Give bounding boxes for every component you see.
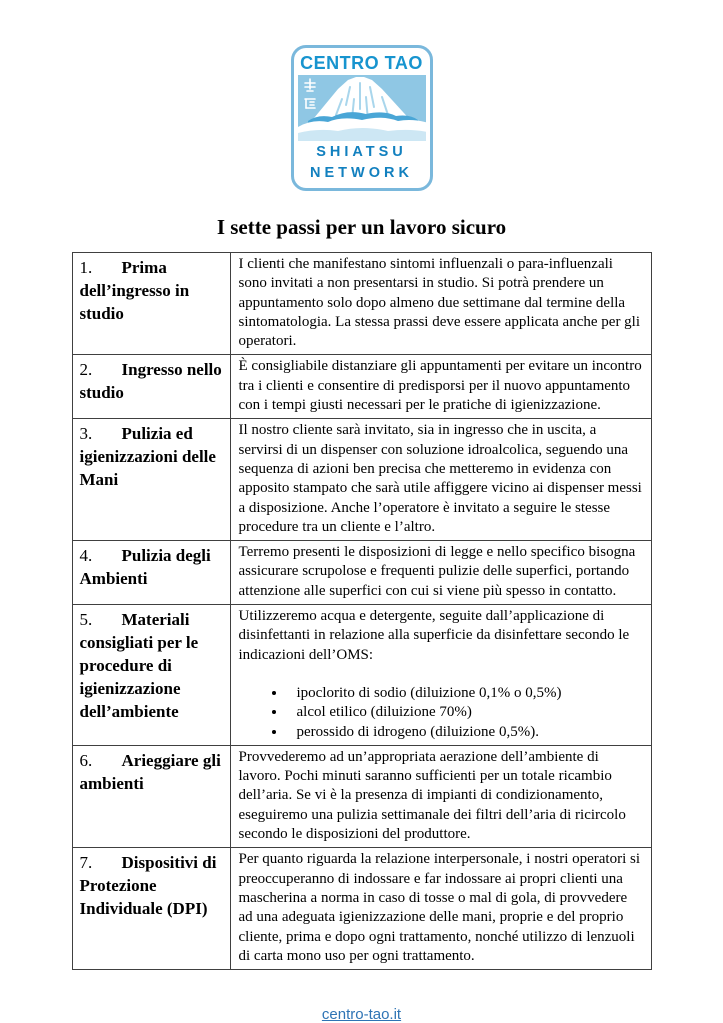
- step-label-cell: [72, 848, 230, 970]
- step-description: I clienti che manifestano sintomi influenzali o para-influenzali sono invitati a non presentarsi in studio. Si potrà prendere un appuntamento solo dopo almeno due settimane dal termine della sintomatologia. La stessa prassi deve essere applicata anche per gli operatori.: [238, 256, 641, 350]
- step-description-cell: [230, 419, 651, 541]
- step-description-cell: [230, 541, 651, 605]
- step-description-cell: [230, 745, 651, 847]
- step-description-cell: [230, 355, 651, 419]
- logo-title: CENTRO TAO: [300, 53, 423, 73]
- footer-link[interactable]: centro-tao.it: [321, 1006, 402, 1023]
- fuji-mountain-icon: [298, 75, 426, 141]
- step-description: È consigliabile distanziare gli appuntamenti per evitare un incontro tra i clienti e consentire di predisporsi per il nuovo appuntamento con i tempi giusti necessari per le pratiche di igienizzazione.: [238, 358, 642, 414]
- seven-steps-table: [72, 252, 652, 970]
- step-description: Il nostro cliente sarà invitato, sia in ingresso che in uscita, a servirsi di un dispenser con soluzione idroalcolica, seguendo una sequenza di azioni ben precisa che metteremo in evidenza con apposito stampato che sarà utile affiggere vicino ai dispenser messi a disposizione. Anche l’operatore è invitato a seguire le stesse procedure tra un cliente e l’altro.: [238, 422, 642, 535]
- step-number: 2.: [79, 360, 93, 380]
- fuji-mountain-graphic: [298, 75, 426, 141]
- step-description: Per quanto riguarda la relazione interpersonale, i nostri operatori si preoccuperanno di indossare e far indossare ai propri clienti una mascherina a norma in caso di tosse o mal di gola, di provvedere ad una adeguata igienizzazione delle mani, proprie e del proprio cliente, prima e dopo ogni trattamento, nonché utilizzo di lenzuoli di carta mono uso per ogni trattamento.: [238, 851, 641, 964]
- disinfectant-list: [287, 684, 643, 742]
- step-title: Prima dell’ingresso in studio: [79, 258, 190, 323]
- step-number: 5.: [79, 610, 93, 630]
- table-row: [72, 605, 651, 746]
- step-title: Arieggiare gli ambienti: [79, 750, 221, 793]
- step-title: Ingresso nello studio: [79, 360, 222, 403]
- step-title: Materiali consigliati per le procedure di igienizzazione dell’ambiente: [79, 610, 199, 722]
- step-description: Utilizzeremo acqua e detergente, seguite dall’applicazione di disinfettanti in relazione alla superficie da disinfettare secondo le indicazioni dell’OMS:: [238, 608, 630, 663]
- logo-badge: [291, 45, 433, 191]
- table-row: [72, 745, 651, 847]
- table-row: [72, 355, 651, 419]
- list-item: • ipoclorito di sodio (diluizione 0,1% o 0,5%): [287, 684, 643, 703]
- step-title: Dispositivi di Protezione Individuale (DPI): [79, 853, 217, 919]
- step-description-cell: [230, 605, 651, 746]
- step-title: Pulizia degli Ambienti: [79, 546, 211, 589]
- page-title: I sette passi per un lavoro sicuro: [216, 215, 507, 239]
- step-number: 3.: [79, 424, 93, 444]
- step-description-cell: [230, 848, 651, 970]
- list-item: • perossido di idrogeno (diluizione 0,5%).: [287, 723, 643, 742]
- step-label-cell: [72, 355, 230, 419]
- step-description: Provvederemo ad un’appropriata aerazione dell’ambiente di lavoro. Pochi minuti saranno sufficienti per un totale ricambio dell’aria. Se vi è la presenza di impianti di condizionamento, eseguiremo una pulizia settimanale dei filtri dell’aria di ricircolo secondo le disposizioni del produttore.: [238, 748, 626, 843]
- step-description: Terremo presenti le disposizioni di legge e nello specifico bisogna assicurare scrupolose e frequenti pulizie delle superfici, portando attenzione alle superfici con cui si viene più spesso in contatto.: [238, 544, 636, 599]
- step-number: 6.: [79, 750, 93, 770]
- step-label-cell: [72, 605, 230, 746]
- step-description-cell: [230, 253, 651, 355]
- table-row: [72, 253, 651, 355]
- step-number: 4.: [79, 546, 93, 566]
- table-row: [72, 541, 651, 605]
- table-row: [72, 848, 651, 970]
- step-label-cell: [72, 745, 230, 847]
- step-number: 1.: [79, 258, 93, 277]
- step-label-cell: [72, 419, 230, 541]
- step-label-cell: [72, 541, 230, 605]
- step-number: 7.: [79, 853, 93, 873]
- step-label-cell: [72, 253, 230, 355]
- table-row: [72, 419, 651, 541]
- list-item: • alcol etilico (diluizione 70%): [287, 703, 643, 722]
- logo-subtitle-network: NETWORK: [310, 165, 413, 181]
- step-title: Pulizia ed igienizzazioni delle Mani: [79, 424, 216, 490]
- logo-subtitle-shiatsu: SHIATSU: [316, 144, 407, 160]
- footer: [0, 1006, 723, 1023]
